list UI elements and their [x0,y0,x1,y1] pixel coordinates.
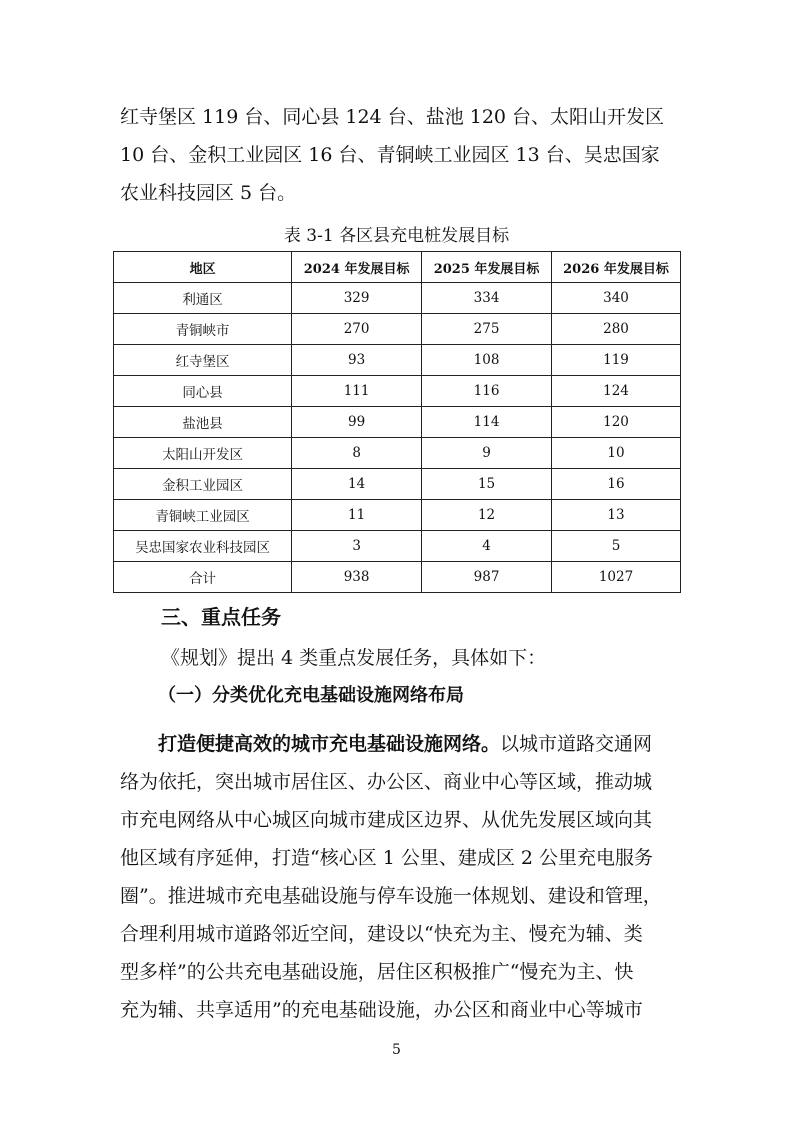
cell-2025: 108 [422,345,552,376]
paragraph-line: 市充电网络从中心城区向城市建成区边界、从优先发展区域向其 [120,809,653,831]
cell-2025: 9 [422,438,552,469]
cell-2025: 15 [422,469,552,500]
cell-2025: 987 [422,562,552,593]
paragraph-line: 充为辅、共享适用”的充电基础设施，办公区和商业中心等城市 [120,999,643,1021]
table-row [114,531,681,562]
cell-2025: 334 [422,283,552,314]
cell-2024: 111 [292,376,422,407]
paragraph-line-rest: 以城市道路交通网 [500,733,653,755]
table-row [114,314,681,345]
cell-2026: 340 [552,283,681,314]
cell-2024: 270 [292,314,422,345]
cell-2026: 16 [552,469,681,500]
cell-region: 青铜峡工业园区 [114,500,292,531]
cell-2024: 93 [292,345,422,376]
table-caption: 表 3-1 各区县充电桩发展目标 [283,226,510,246]
cell-2026: 124 [552,376,681,407]
paragraph-lead: 打造便捷高效的城市充电基础设施网络。 [158,733,501,755]
body-paragraph [120,725,676,1029]
cell-region: 青铜峡市 [114,314,292,345]
cell-2026: 1027 [552,562,681,593]
cell-2026: 120 [552,407,681,438]
cell-2024: 14 [292,469,422,500]
cell-2025: 275 [422,314,552,345]
section-heading: 三、重点任务 [161,605,281,629]
cell-2026: 5 [552,531,681,562]
cell-2024: 11 [292,500,422,531]
paragraph-line: 农业科技园区 5 台。 [120,182,297,204]
charging-pile-targets-table [113,251,681,593]
cell-region: 太阳山开发区 [114,438,292,469]
cell-2026: 10 [552,438,681,469]
table-row [114,407,681,438]
table-row [114,345,681,376]
paragraph-line [120,725,676,763]
cell-region: 吴忠国家农业科技园区 [114,531,292,562]
column-header-2025: 2025 年发展目标 [422,252,552,283]
top-paragraph [120,98,676,212]
table-row [114,500,681,531]
table-header-row [114,252,681,283]
column-header-2026: 2026 年发展目标 [552,252,681,283]
cell-region: 金积工业园区 [114,469,292,500]
section-intro: 《规划》提出 4 类重点发展任务，具体如下： [161,647,547,669]
paragraph-line: 他区域有序延伸，打造“核心区 1 公里、建成区 2 公里充电服务 [120,847,654,869]
paragraph-line: 圈”。推进城市充电基础设施与停车设施一体规划、建设和管理， [120,885,662,907]
cell-2024: 99 [292,407,422,438]
cell-2024: 938 [292,562,422,593]
cell-region: 合计 [114,562,292,593]
cell-2026: 13 [552,500,681,531]
paragraph-line: 型多样”的公共充电基础设施，居住区积极推广“慢充为主、快 [120,961,634,983]
cell-2025: 116 [422,376,552,407]
cell-2024: 329 [292,283,422,314]
cell-region: 同心县 [114,376,292,407]
cell-2025: 12 [422,500,552,531]
cell-2024: 8 [292,438,422,469]
table-row [114,438,681,469]
page-number: 5 [392,1042,401,1058]
subsection-heading: （一）分类优化充电基础设施网络布局 [158,685,464,706]
cell-2025: 114 [422,407,552,438]
paragraph-line: 络为依托，突出城市居住区、办公区、商业中心等区域，推动城 [120,771,653,793]
column-header-2024: 2024 年发展目标 [292,252,422,283]
paragraph-line: 合理利用城市道路邻近空间，建设以“快充为主、慢充为辅、类 [120,923,643,945]
cell-2026: 119 [552,345,681,376]
table-row [114,469,681,500]
cell-region: 盐池县 [114,407,292,438]
table-row [114,283,681,314]
cell-2026: 280 [552,314,681,345]
column-header-region: 地区 [114,252,292,283]
cell-region: 利通区 [114,283,292,314]
cell-region: 红寺堡区 [114,345,292,376]
cell-2024: 3 [292,531,422,562]
table-row [114,376,681,407]
paragraph-line: 10 台、金积工业园区 16 台、青铜峡工业园区 13 台、吴忠国家 [120,144,660,166]
paragraph-line: 红寺堡区 119 台、同心县 124 台、盐池 120 台、太阳山开发区 [120,106,665,128]
cell-2025: 4 [422,531,552,562]
table-total-row [114,562,681,593]
